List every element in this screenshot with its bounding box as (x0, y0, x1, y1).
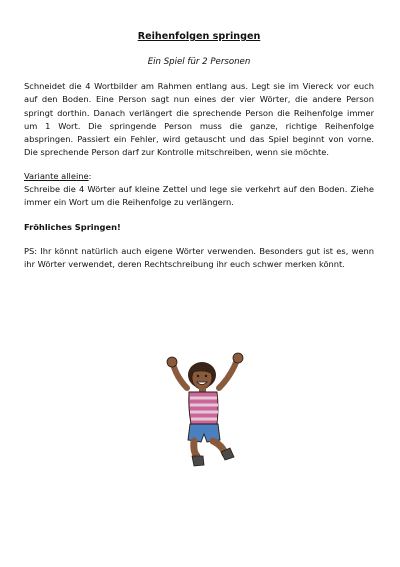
left-arm (173, 364, 187, 388)
neck (199, 387, 206, 392)
variant-paragraph: Schreibe die 4 Wörter auf kleine Zettel und lege sie verkehrt auf den Boden. Ziehe immer ein Wort um die Reihenfolge zu verlängern. (24, 184, 374, 208)
document-subtitle: Ein Spiel für 2 Personen (147, 57, 251, 67)
variant-label: Variante alleine (24, 170, 89, 181)
document-title: Reihenfolgen springen (137, 31, 261, 42)
right-fist (233, 353, 243, 363)
left-leg (194, 441, 197, 456)
left-fist (167, 357, 177, 367)
right-eye (205, 375, 207, 377)
cheer-line: Fröhliches Springen! (24, 221, 121, 232)
right-arm (219, 360, 237, 388)
variant-colon: : (88, 170, 92, 181)
jumping-child-illustration (157, 348, 251, 474)
left-shoe (192, 456, 204, 466)
ps-paragraph: PS: Ihr könnt natürlich auch eigene Wörter verwenden. Besonders gut ist es, wenn ihr Wörter verwendet, deren Rechtschreibung ihr euch schwer merken könnt. (24, 245, 374, 270)
document-page (24, 30, 374, 272)
left-eye (197, 375, 199, 377)
instructions-paragraph: Schneidet die 4 Wortbilder am Rahmen entlang aus. Legt sie im Viereck vor euch auf den Boden. Eine Person sagt nun eines der vier Wörter, die andere Person springt dorthin. Danach verlängert die sprechende Person die Reihenfolge immer um 1 Wort. Die springende Person muss die ganze, richtige Reihenfolge abspringen. Passiert ein Fehler, wird getauscht und das Spiel beginnt von vorne. Die sprechende Person darf zur Kontrolle mitschreiben, wenn sie möchte. (24, 81, 374, 158)
variant-heading (24, 170, 374, 183)
